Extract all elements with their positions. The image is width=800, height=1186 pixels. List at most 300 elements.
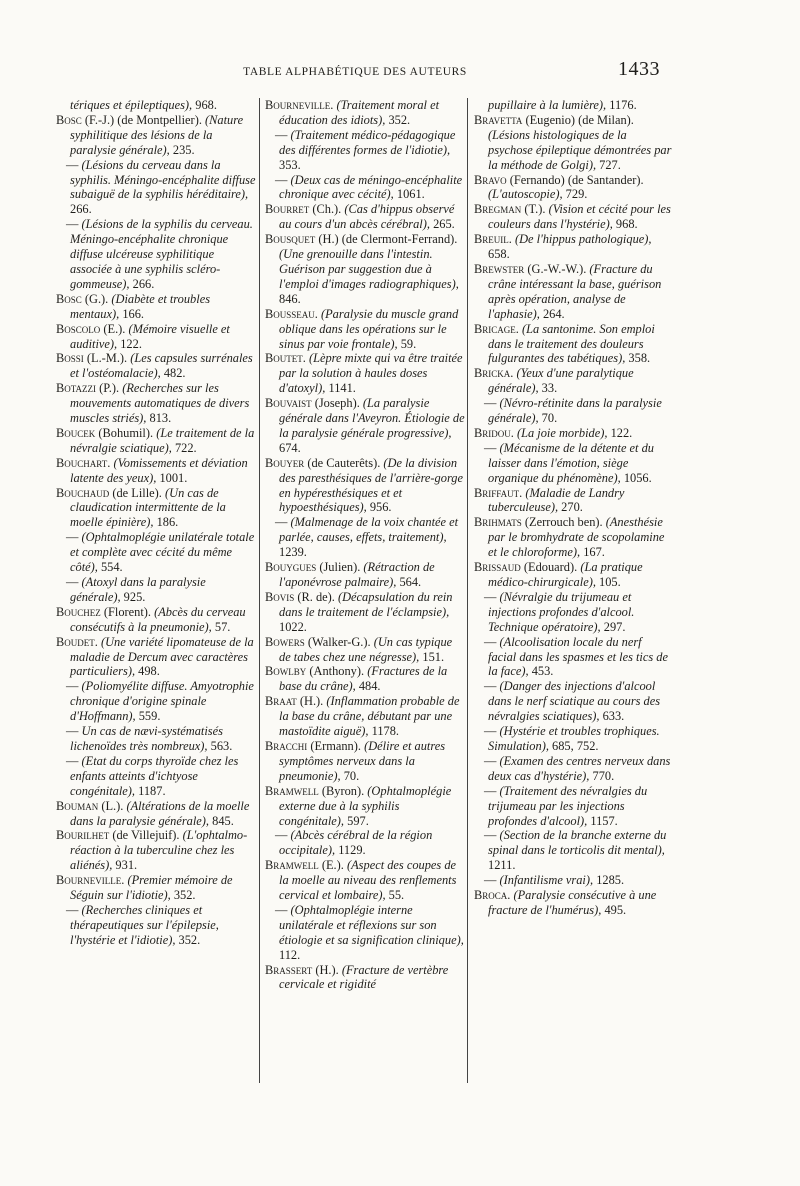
work-title: pupillaire à la lumière), [488, 98, 610, 112]
index-entry [265, 784, 465, 829]
index-entry [265, 858, 465, 903]
work-title: (Le traitement de la névralgie sciatique), [70, 425, 255, 455]
index-column-1 [56, 98, 256, 948]
entry-lead: — [484, 589, 500, 604]
page-reference: 453. [531, 664, 554, 679]
work-title: (Une grenouille dans l'intestin. Guérison par suggestion due à l'emploi d'images radiographiques), [279, 247, 459, 291]
author-name: Bouchart [56, 455, 108, 470]
entry-lead: (Julien). [316, 560, 364, 575]
author-name: Brassert [265, 962, 313, 977]
page-reference: 166. [122, 306, 144, 321]
entry-lead: (Edouard). [520, 560, 581, 575]
work-title: (Altérations de la moelle dans la paralysie générale), [70, 798, 250, 828]
page-reference: 55. [388, 888, 405, 903]
index-subentry [265, 173, 465, 203]
index-entry [265, 232, 465, 307]
index-entry [265, 664, 465, 694]
index-entry [56, 426, 256, 456]
author-name: Bousquet [265, 232, 316, 247]
author-name: Bourret [265, 202, 310, 217]
index-entry [474, 560, 672, 590]
author-name: Bouman [56, 798, 99, 813]
index-entry [56, 828, 256, 873]
author-name: Briffaut [474, 485, 520, 500]
author-name: Brihmats [474, 515, 522, 530]
author-name: Bregman [474, 202, 522, 217]
entry-lead: . [302, 351, 309, 366]
entry-lead: — [275, 172, 291, 187]
author-name: Breuil [474, 232, 509, 247]
index-entry [474, 202, 672, 232]
work-title: (Danger des injections d'alcool dans le nerf sciatique au cours des névralgies sciatiques), [488, 679, 661, 724]
page-reference: 112. [279, 947, 301, 962]
entry-lead: . [510, 366, 517, 381]
page-reference: 352. [178, 932, 201, 947]
entry-lead: — [275, 828, 291, 843]
index-subentry [474, 441, 672, 486]
entry-lead: — [484, 783, 500, 798]
work-title: (Abcès cérébral de la région occipitale), [279, 828, 433, 858]
entry-lead: (L.-M.). [83, 351, 131, 366]
running-header: TABLE ALPHABÉTIQUE DES AUTEURS [243, 66, 467, 78]
work-title: (Malmenage de la voix chantée et parlée, causes, effets, traitement), [279, 515, 459, 545]
page-reference: 559. [138, 709, 161, 724]
entry-lead: (Walker-G.). [304, 634, 374, 649]
page-reference: 498. [138, 664, 160, 679]
page-reference: 266. [70, 202, 92, 217]
work-title: (Paralysie du muscle grand oblique dans les opérations sur le sinus par voie frontale), [279, 306, 459, 351]
index-entry [56, 635, 256, 680]
author-name: Bracchi [265, 738, 308, 753]
page-reference: 57. [214, 619, 231, 634]
work-title: (Mécanisme de la détente et du laisser dans l'émotion, siège organique du phénomène), [488, 440, 654, 485]
author-name: Bravo [474, 172, 507, 187]
entry-lead: (Eugenio) (de Milan). [522, 112, 634, 127]
index-subentry [265, 903, 465, 963]
work-title: (La santonime. Son emploi dans le traitement des douleurs fulgurantes des tabétiques), [488, 321, 655, 366]
author-name: Bouyer [265, 455, 305, 470]
page-reference: 597. [347, 813, 369, 828]
author-name: Brewster [474, 261, 525, 276]
work-title: (Traitement des névralgies du trijumeau par les injections profondes d'alcool), [488, 783, 648, 828]
work-title: (Vision et cécité pour les couleurs dans l'hystérie), [488, 202, 671, 232]
index-entry [265, 635, 465, 665]
work-title: (La paralysie générale dans l'Aveyron. Étiologie de la paralysie générale progressive), [279, 396, 465, 440]
index-entry [265, 202, 465, 232]
page-reference: 122. [610, 425, 633, 440]
entry-lead: — [484, 873, 500, 888]
entry-lead: (E.). [318, 858, 347, 873]
index-entry [56, 113, 256, 158]
index-entry [474, 322, 672, 367]
work-title: (Examen des centres nerveux dans deux cas d'hystérie), [488, 753, 671, 783]
entry-lead: — [275, 127, 291, 142]
work-title: (L'ophtalmo-réaction à la tuberculine chez les aliénés), [70, 828, 248, 873]
author-name: Bravetta [474, 112, 523, 127]
page-reference: 925. [123, 589, 146, 604]
entry-lead: (Fernando) (de Santander). [506, 172, 644, 187]
entry-lead: — [66, 157, 82, 172]
entry-lead: . [107, 455, 114, 470]
index-subentry [265, 515, 465, 560]
entry-lead: (Ch.). [309, 202, 345, 217]
work-title: (Ophtalmoplégie unilatérale totale et complète avec cécité du même côté), [70, 530, 255, 575]
index-entry [474, 98, 672, 113]
entry-lead: . [330, 98, 337, 112]
index-entry [265, 307, 465, 352]
index-subentry [56, 158, 256, 218]
work-title: (Fracture du crâne intéressant la base, guérison après opération, analyse de l'aphasie), [488, 261, 662, 321]
entry-lead: (Joseph). [311, 396, 363, 411]
index-entry [265, 396, 465, 456]
index-entry [265, 739, 465, 784]
index-subentry [56, 903, 256, 948]
page-reference: 1285. [596, 873, 625, 888]
work-title: (Névro-rétinite dans la paralysie générale), [488, 396, 662, 426]
work-title: (Cas d'hippus observé au cours d'un abcès cérébral), [279, 202, 455, 232]
page-reference: 1176. [609, 98, 637, 112]
page-reference: 956. [369, 500, 392, 515]
page-reference: 235. [172, 142, 195, 157]
index-entry [265, 560, 465, 590]
entry-lead: — [484, 724, 500, 739]
work-title: (Section de la branche externe du spinal dans le torticolis dit mental), [488, 828, 667, 858]
index-entry [474, 515, 672, 560]
page-reference: 845. [212, 813, 234, 828]
work-title: (Alcoolisation locale du nerf facial dans les spasmes et les tics de la face), [488, 634, 668, 679]
index-entry [265, 456, 465, 516]
entry-lead: (de Cauterêts). [304, 455, 384, 470]
page-reference: 1056. [623, 470, 652, 485]
entry-lead: (de Villejuif). [109, 828, 183, 843]
index-entry [265, 590, 465, 635]
author-name: Bricage [474, 321, 516, 336]
page-reference: 846. [279, 291, 301, 306]
index-entry [474, 262, 672, 322]
entry-lead: — [66, 724, 82, 739]
index-entry [56, 873, 256, 903]
page-reference: 122. [120, 336, 142, 351]
page-reference: 59. [400, 336, 417, 351]
index-subentry [474, 724, 672, 754]
index-subentry [56, 754, 256, 799]
index-entry [56, 98, 256, 113]
index-entry [474, 888, 672, 918]
work-title: (L'autoscopie), [488, 187, 566, 202]
work-title: (Vomissements et déviation latente des yeux), [70, 455, 248, 485]
index-entry [56, 292, 256, 322]
entry-lead: (L.). [98, 798, 127, 813]
page-reference: 186. [156, 515, 179, 530]
entry-lead: — [66, 902, 82, 917]
page-reference: 297. [603, 619, 626, 634]
index-entry [474, 173, 672, 203]
page-reference: 931. [115, 858, 138, 873]
author-name: Bowers [265, 634, 305, 649]
page-reference: 633. [602, 709, 625, 724]
author-name: Boscolo [56, 321, 101, 336]
index-entry [56, 486, 256, 531]
entry-lead: (Zerrouch ben). [521, 515, 606, 530]
work-title: (Lésions du cerveau dans la syphilis. Méningo-encéphalite diffuse subaiguë de la syphilis héréditaire), [70, 157, 256, 202]
index-entry [56, 456, 256, 486]
entry-lead: (Bohumil). [95, 425, 157, 440]
page-reference: 1178. [371, 724, 399, 739]
work-title: (De l'hippus pathologique), [514, 232, 652, 247]
work-title: tériques et épileptiques), [70, 98, 196, 112]
author-name: Bousseau [265, 306, 315, 321]
page-reference: 358. [628, 351, 651, 366]
entry-lead: (E.). [100, 321, 129, 336]
index-entry [474, 426, 672, 441]
entry-lead: (G.-W.-W.). [524, 261, 590, 276]
author-name: Braat [265, 694, 297, 709]
entry-lead: . [121, 873, 128, 888]
work-title: (Traitement médico-pédagogique des différentes formes de l'idiotie), [279, 127, 456, 157]
page-reference: 563. [210, 738, 233, 753]
entry-lead: — [66, 575, 82, 589]
entry-lead: (de Lille). [109, 485, 165, 500]
index-entry [265, 963, 465, 993]
work-title: (Lèpre mixte qui va être traitée par la solution à haules doses d'atoxyl), [279, 351, 463, 396]
work-title: (Deux cas de méningo-encéphalite chronique avec cécité), [279, 172, 463, 202]
author-name: Bramwell [265, 783, 319, 798]
entry-lead: — [275, 902, 291, 917]
work-title: (Inflammation probable de la base du crâne, débutant par une mastoïdite aiguë), [279, 694, 460, 739]
work-title: (Infantilisme vrai), [499, 873, 597, 888]
work-title: (Mémoire visuelle et auditive), [70, 321, 230, 351]
index-subentry [474, 679, 672, 724]
work-title: (Lésions de la syphilis du cerveau. Méningo-encéphalite chronique diffuse ulcéreuse syphilitique associée à une syphilis scléro-gommeuse), [70, 217, 253, 291]
page-reference: 1187. [138, 783, 166, 798]
page-reference: 482. [163, 366, 186, 381]
index-subentry [265, 128, 465, 173]
work-title: (Yeux d'une paralytique générale), [488, 366, 634, 396]
page-reference: 70. [343, 768, 360, 783]
work-title: (Recherches cliniques et thérapeutiques sur l'épilepsie, l'hystérie et l'idiotie), [70, 902, 219, 947]
work-title: (Décapsulation du rein dans le traitement de l'éclampsie), [279, 589, 453, 619]
column-rule [259, 98, 260, 1083]
index-entry [474, 486, 672, 516]
author-name: Boudet [56, 634, 95, 649]
index-column-2 [265, 98, 465, 992]
entry-lead: (Byron). [318, 783, 368, 798]
entry-lead: — [484, 679, 500, 694]
index-entry [56, 322, 256, 352]
page-reference: 1129. [338, 843, 366, 858]
page-reference: 1157. [590, 813, 618, 828]
index-entry [265, 98, 465, 128]
work-title: (Aspect des coupes de la moelle au niveau des renflements cervical et lombaire), [279, 858, 457, 903]
author-name: Boucek [56, 425, 96, 440]
author-name: Bovis [265, 589, 295, 604]
work-title: (Délire et autres symptômes nerveux dans la pneumonie), [279, 738, 446, 783]
entry-lead: — [484, 634, 500, 649]
entry-lead: (H.). [312, 962, 342, 977]
entry-lead: (H.). [296, 694, 327, 709]
column-rule [467, 98, 468, 1083]
author-name: Bridou [474, 425, 511, 440]
entry-lead: (H.) (de Clermont-Ferrand). [315, 232, 458, 247]
page-reference: 484. [358, 679, 381, 694]
work-title: (Un cas de claudication intermittente de la moelle épinière), [70, 485, 226, 530]
work-title: (Fracture de vertèbre cervicale et rigidité [279, 962, 449, 992]
index-subentry [56, 679, 256, 724]
author-name: Bosc [56, 291, 82, 306]
work-title: (Ophtalmoplégie interne unilatérale et réflexions sur son étiologie et sa signification clinique), [279, 902, 464, 947]
index-subentry [474, 396, 672, 426]
page-reference: 727. [599, 157, 621, 172]
page-reference: 1211. [488, 858, 516, 873]
index-entry [56, 351, 256, 381]
author-name: Brissaud [474, 560, 521, 575]
index-entry [265, 694, 465, 739]
page-reference: 770. [592, 768, 615, 783]
entry-lead: — [484, 753, 500, 768]
work-title: (Les capsules surrénales et l'ostéomalacie), [70, 351, 253, 381]
work-title: (Lésions histologiques de la psychose épileptique démontrées par la méthode de Golgi), [488, 127, 672, 172]
page-reference: 729. [565, 187, 588, 202]
page-reference: 266. [132, 276, 155, 291]
author-name: Bosc [56, 112, 82, 127]
page-reference: 352. [388, 112, 411, 127]
index-entry [474, 113, 672, 173]
entry-lead: — [66, 217, 82, 232]
page-reference: 265. [433, 217, 455, 232]
work-title: Un cas de nævi-systématisés lichenoïdes très nombreux), [70, 724, 223, 753]
index-subentry [265, 828, 465, 858]
page-reference: 1239. [279, 545, 307, 560]
index-entry [265, 351, 465, 396]
work-title: (Ophtalmoplégie externe due à la syphilis congénitale), [279, 783, 452, 828]
page-reference: 685, 752. [552, 738, 599, 753]
entry-lead: — [275, 515, 291, 530]
work-title: (Diabète et troubles mentaux), [70, 291, 211, 321]
index-subentry [56, 217, 256, 292]
page-reference: 1141. [328, 381, 356, 396]
work-title: (Atoxyl dans la paralysie générale), [70, 575, 206, 604]
page-number: 1433 [618, 58, 660, 80]
page-reference: 270. [561, 500, 583, 515]
work-title: (Recherches sur les mouvements automatiques de divers muscles striés), [70, 381, 250, 426]
page-reference: 564. [399, 575, 422, 589]
work-title: (Poliomyélite diffuse. Amyotrophie chronique d'origine spinale d'Hoffmann), [70, 679, 254, 724]
author-name: Bouchaud [56, 485, 110, 500]
work-title: (Nature syphilitique des lésions de la paralysie générale), [70, 112, 244, 157]
work-title: (Rétraction de l'aponévrose palmaire), [279, 560, 435, 589]
work-title: (La pratique médico-chirurgicale), [488, 560, 643, 589]
index-subentry [474, 590, 672, 635]
entry-lead: (Anthony). [306, 664, 368, 679]
author-name: Bramwell [265, 858, 319, 873]
page-reference: 105. [599, 575, 621, 589]
page-reference: 352. [173, 888, 196, 903]
entry-lead: (Ermann). [307, 738, 365, 753]
entry-lead: (R. de). [294, 589, 338, 604]
entry-lead: . [314, 306, 321, 321]
work-title: (Premier mémoire de Séguin sur l'idiotie), [70, 873, 233, 903]
entry-lead: (F.-J.) (de Montpellier). [81, 112, 206, 127]
work-title: (Une variété lipomateuse de la maladie de Dercum avec caractères particuliers), [70, 634, 254, 679]
author-name: Boutet [265, 351, 303, 366]
index-subentry [474, 828, 672, 873]
page-reference: 1001. [159, 470, 188, 485]
page-reference: 968. [615, 217, 638, 232]
page-reference: 813. [149, 411, 172, 426]
work-title: (Hystérie et troubles trophiques. Simulation), [488, 724, 660, 753]
page-reference: 674. [279, 440, 301, 455]
entry-lead: . [507, 888, 514, 903]
work-title: (Un cas typique de tabes chez une négresse), [279, 634, 453, 664]
entry-lead: (T.). [521, 202, 549, 217]
entry-lead: — [66, 753, 82, 768]
author-name: Bouygues [265, 560, 317, 575]
page-reference: 33. [541, 381, 558, 396]
work-title: (De la division des paresthésiques de l'arrière-gorge en hypéresthésiques et et hypoesthésiques), [279, 455, 464, 515]
index-column-3 [474, 98, 672, 918]
entry-lead: (P.). [96, 381, 123, 396]
entry-lead: . [519, 485, 526, 500]
entry-lead: — [484, 828, 500, 843]
page-reference: 658. [488, 247, 510, 262]
page-reference: 495. [604, 902, 627, 917]
author-name: Bowlby [265, 664, 307, 679]
author-name: Bourneville [56, 873, 122, 888]
index-subentry [474, 873, 672, 888]
page-reference: 264. [542, 306, 565, 321]
index-entry [56, 605, 256, 635]
work-title: (Abcès du cerveau consécutifs à la pneumonie), [70, 604, 246, 634]
entry-lead: . [510, 425, 517, 440]
work-title: (Paralysie consécutive à une fracture de l'humérus), [488, 888, 657, 917]
entry-lead: . [94, 634, 101, 649]
index-entry [474, 232, 672, 262]
entry-lead: — [66, 530, 82, 545]
work-title: (Fractures de la base du crâne), [279, 664, 448, 694]
entry-lead: (Florent). [100, 604, 155, 619]
work-title: (Traitement moral et éducation des idiots), [279, 98, 440, 127]
author-name: Bricka [474, 366, 511, 381]
page-reference: 70. [541, 411, 558, 426]
index-entry [474, 366, 672, 396]
author-name: Bourilhet [56, 828, 110, 843]
work-title: (Etat du corps thyroïde chez les enfants atteints d'ichtyose congénitale), [70, 753, 239, 798]
index-subentry [56, 530, 256, 575]
index-entry [56, 799, 256, 829]
entry-lead: — [484, 396, 500, 411]
index-subentry [474, 784, 672, 829]
index-subentry [474, 754, 672, 784]
entry-lead: (G.). [81, 291, 112, 306]
author-name: Bouchez [56, 604, 101, 619]
author-name: Bourneville [265, 98, 331, 112]
work-title: (Névralgie du trijumeau et injections profondes d'alcool. Technique opératoire), [488, 589, 635, 634]
author-name: Broca [474, 888, 508, 903]
page-reference: 1061. [396, 187, 425, 202]
page-reference: 722. [174, 440, 197, 455]
page-reference: 1022. [279, 619, 307, 634]
index-entry [56, 381, 256, 426]
index-subentry [56, 724, 256, 754]
work-title: (La joie morbide), [516, 425, 611, 440]
entry-lead: — [66, 679, 82, 694]
entry-lead: . [515, 321, 522, 336]
index-subentry [56, 575, 256, 605]
page-reference: 353. [279, 157, 301, 172]
entry-lead: — [484, 440, 500, 455]
author-name: Bossi [56, 351, 84, 366]
author-name: Botazzi [56, 381, 97, 396]
